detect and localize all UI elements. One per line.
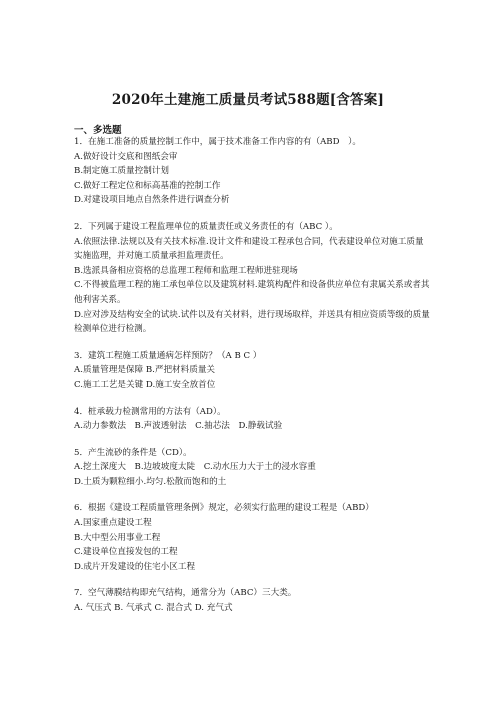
option: A.质量管理是保障 B.严把材料质量关	[74, 365, 216, 376]
question-stem: 2．下列属于建设工程监理单位的质量责任或义务责任的有（ABC ）。	[74, 221, 338, 232]
section-heading: 一、多选题	[74, 125, 122, 136]
question-item	[74, 405, 430, 434]
question-stem: 6．根据《建设工程质量管理条例》规定，必须实行监理的建设工程是（ABD）	[74, 503, 374, 514]
question-stem: 5．产生流砂的条件是（CD）。	[74, 447, 192, 458]
option: A. 气压式 B. 气承式 C. 混合式 D. 充气式	[74, 603, 233, 614]
option: C.建设单位直接发包的工程	[74, 547, 178, 558]
option: D.土质为颗粒细小.均匀.松散而饱和的土	[74, 476, 227, 487]
option: A.依照法律.法规以及有关技术标准.设计文件和建设工程承包合同，代表建设单位对施工质量实施监理，并对施工质量承担监理责任。	[74, 236, 424, 262]
option: D.应对涉及结构安全的试块.试件以及有关材料，进行现场取样，并送具有相应资质等级的质量检测单位进行检测。	[74, 309, 430, 335]
question-stem: 1．在施工准备的质量控制工作中，属于技术准备工作内容的有（ABD ）。	[74, 137, 361, 147]
question-item	[74, 446, 430, 490]
option: D.成片开发建设的住宅小区工程	[74, 561, 196, 572]
question-item	[74, 220, 430, 337]
option: B.制定施工质量控制计划	[74, 166, 169, 177]
option: C.做好工程定位和标高基准的控制工作	[74, 180, 221, 191]
question-item	[74, 501, 430, 574]
option: A.做好设计交底和图纸会审	[74, 151, 178, 162]
question-item	[74, 135, 430, 208]
option: A.挖土深度大 B.边坡坡度太陡 C.动水压力大于土的浸水容重	[74, 462, 316, 473]
question-stem: 4．桩承载力检测常用的方法有（AD）。	[74, 406, 226, 417]
option: B.大中型公用事业工程	[74, 532, 161, 543]
document-title: 2020年土建施工质量员考试588题[含答案]	[111, 92, 385, 108]
question-list	[74, 135, 430, 628]
question-stem: 3．建筑工程施工质量通病怎样预防？（A B C ）	[74, 350, 262, 361]
option: A.国家重点建设工程	[74, 518, 152, 529]
question-item	[74, 349, 430, 393]
question-stem: 7．空气薄膜结构即充气结构，通常分为（ABC）三大类。	[74, 588, 297, 599]
option: D.对建设项目地点自然条件进行调查分析	[74, 195, 230, 206]
option: C.不得被监理工程的施工承包单位以及建筑材料.建筑构配件和设备供应单位有隶属关系或者其他利害关系。	[74, 280, 430, 305]
question-item	[74, 586, 430, 615]
option: C.施工工艺是关键 D.施工安全放首位	[74, 379, 216, 390]
option: B.选派具备相应资格的总监理工程师和监理工程师进驻现场	[74, 265, 298, 276]
option: A.动力参数法 B.声波透射法 C.抽芯法 D.静载试验	[74, 421, 283, 432]
